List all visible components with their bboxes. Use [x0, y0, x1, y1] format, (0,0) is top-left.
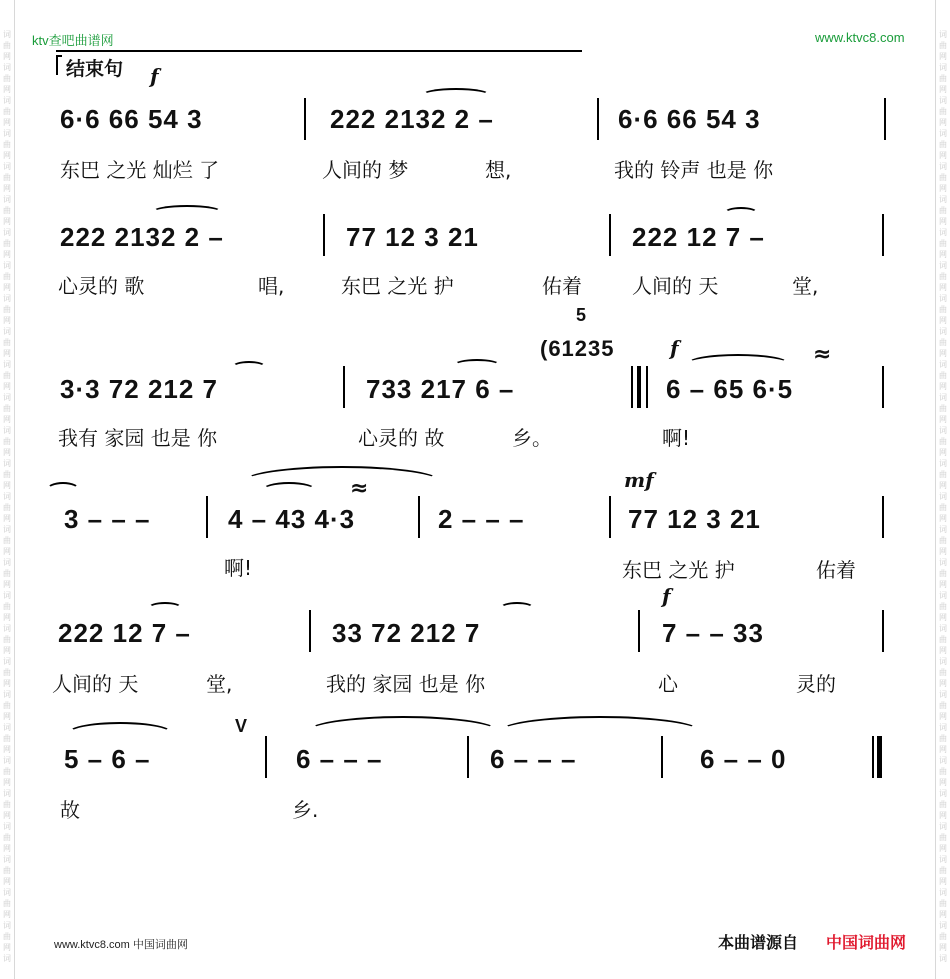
slur — [46, 482, 80, 498]
row1-lyric3: 想, — [485, 158, 512, 182]
row4-measure2: 4 – 43 4·3 — [228, 504, 356, 534]
breath-mark: V — [235, 716, 248, 736]
left-watermark-strip — [0, 0, 15, 979]
watermark-char: 曲 — [939, 668, 947, 677]
watermark-char: 网 — [3, 811, 11, 820]
barline — [343, 366, 345, 408]
watermark-char: 词 — [3, 525, 11, 534]
watermark-char: 网 — [939, 85, 947, 94]
watermark-char: 曲 — [3, 173, 11, 182]
watermark-char: 曲 — [939, 767, 947, 776]
watermark-char: 曲 — [939, 338, 947, 347]
watermark-char: 词 — [939, 96, 947, 105]
watermark-char: 词 — [939, 624, 947, 633]
row3-lyric2: 心灵的 故 — [358, 426, 445, 450]
barline — [418, 496, 420, 538]
watermark-char: 曲 — [3, 470, 11, 479]
watermark-char: 曲 — [939, 272, 947, 281]
watermark-char: 词 — [939, 228, 947, 237]
watermark-char: 词 — [3, 558, 11, 567]
barline — [882, 366, 884, 408]
watermark-char: 词 — [3, 690, 11, 699]
watermark-char: 网 — [939, 52, 947, 61]
watermark-char: 曲 — [3, 635, 11, 644]
row1-measure3: 6·6 66 54 3 — [618, 104, 761, 134]
watermark-char: 网 — [3, 85, 11, 94]
grace-top-note: 5 — [576, 305, 588, 325]
barline — [882, 496, 884, 538]
slur — [500, 602, 534, 614]
slur — [724, 207, 758, 219]
watermark-char: 词 — [939, 393, 947, 402]
watermark-char: 曲 — [939, 602, 947, 611]
watermark-char: 曲 — [3, 404, 11, 413]
watermark-char: 网 — [3, 316, 11, 325]
watermark-char: 曲 — [3, 800, 11, 809]
row6-measure3: 6 – – – — [490, 744, 577, 774]
watermark-char: 曲 — [3, 932, 11, 941]
watermark-char: 网 — [3, 877, 11, 886]
watermark-char: 词 — [939, 723, 947, 732]
watermark-char: 词 — [3, 327, 11, 336]
watermark-char: 曲 — [939, 140, 947, 149]
watermark-char: 词 — [939, 657, 947, 666]
watermark-char: 网 — [3, 448, 11, 457]
watermark-char: 词 — [939, 459, 947, 468]
mordent-mark: ≈ — [350, 476, 369, 501]
watermark-char: 网 — [939, 316, 947, 325]
section-bracket — [56, 55, 62, 75]
row5-lyric3: 我的 家园 也是 你 — [326, 672, 486, 696]
barline — [309, 610, 311, 652]
watermark-char: 曲 — [3, 503, 11, 512]
watermark-char: 曲 — [3, 305, 11, 314]
watermark-char: 词 — [3, 261, 11, 270]
barline — [597, 98, 599, 140]
watermark-char: 曲 — [3, 866, 11, 875]
watermark-char: 曲 — [3, 74, 11, 83]
watermark-char: 网 — [939, 481, 947, 490]
watermark-char: 网 — [3, 250, 11, 259]
row1-lyric1: 东巴 之光 灿烂 了 — [60, 158, 220, 182]
watermark-char: 词 — [3, 954, 11, 963]
watermark-char: 词 — [3, 822, 11, 831]
row2-measure2: 77 12 3 21 — [346, 222, 479, 252]
watermark-char: 词 — [939, 558, 947, 567]
row1-measure1: 6·6 66 54 3 — [60, 104, 203, 134]
row2-lyric5: 人间的 天 — [632, 274, 719, 298]
watermark-char: 网 — [939, 877, 947, 886]
watermark-char: 曲 — [3, 734, 11, 743]
watermark-char: 曲 — [939, 635, 947, 644]
row6-measure4: 6 – – 0 — [700, 744, 787, 774]
watermark-char: 词 — [3, 360, 11, 369]
watermark-char: 网 — [939, 283, 947, 292]
barline — [304, 98, 306, 140]
footer-left-site[interactable]: www.ktvc8.com 中国词曲网 — [54, 939, 188, 951]
watermark-char: 曲 — [939, 404, 947, 413]
slur — [422, 88, 490, 102]
row3-lyric4: 啊! — [662, 426, 691, 450]
row5-lyric4: 心 — [658, 672, 678, 696]
row1-lyric4: 我的 铃声 也是 你 — [614, 158, 774, 182]
row5-measure1: 222 12 7 – — [58, 618, 191, 648]
watermark-char: 曲 — [939, 701, 947, 710]
watermark-char: 网 — [3, 580, 11, 589]
watermark-char: 曲 — [3, 107, 11, 116]
row1-measure2: 222 2132 2 – — [330, 104, 494, 134]
row5-measure2: 33 72 212 7 — [332, 618, 481, 648]
watermark-char: 曲 — [939, 239, 947, 248]
watermark-char: 网 — [939, 613, 947, 622]
watermark-char: 词 — [939, 294, 947, 303]
watermark-char: 网 — [3, 712, 11, 721]
row2-lyric2: 唱, — [258, 274, 285, 298]
barline — [265, 736, 267, 778]
watermark-char: 词 — [3, 756, 11, 765]
watermark-char: 曲 — [939, 206, 947, 215]
slur — [262, 482, 316, 498]
barline — [609, 496, 611, 538]
watermark-char: 曲 — [3, 668, 11, 677]
watermark-char: 词 — [939, 261, 947, 270]
row5-lyric5: 灵的 — [796, 672, 836, 696]
row6-measure2: 6 – – – — [296, 744, 383, 774]
watermark-char: 曲 — [939, 536, 947, 545]
watermark-char: 曲 — [939, 74, 947, 83]
row2-measure3: 222 12 7 – — [632, 222, 765, 252]
watermark-char: 网 — [939, 646, 947, 655]
row3-measure1: 3·3 72 212 7 — [60, 374, 219, 404]
header-site-left[interactable]: ktv查吧曲谱网 — [32, 33, 114, 48]
watermark-char: 曲 — [939, 470, 947, 479]
watermark-char: 词 — [939, 30, 947, 39]
watermark-char: 曲 — [3, 602, 11, 611]
watermark-char: 词 — [939, 195, 947, 204]
watermark-char: 词 — [3, 492, 11, 501]
watermark-char: 网 — [3, 52, 11, 61]
row6-lyric1: 故 — [60, 798, 80, 822]
watermark-char: 曲 — [3, 437, 11, 446]
watermark-char: 词 — [3, 855, 11, 864]
watermark-char: 曲 — [3, 536, 11, 545]
watermark-char: 网 — [3, 283, 11, 292]
watermark-char: 网 — [3, 646, 11, 655]
watermark-char: 网 — [3, 514, 11, 523]
watermark-char: 词 — [939, 822, 947, 831]
watermark-char: 网 — [3, 151, 11, 160]
row4-measure3: 2 – – – — [438, 504, 525, 534]
watermark-char: 网 — [939, 844, 947, 853]
watermark-char: 词 — [939, 525, 947, 534]
watermark-char: 词 — [939, 690, 947, 699]
watermark-char: 网 — [939, 349, 947, 358]
header-rule — [56, 50, 582, 52]
row3-measure2: 733 217 6 – — [366, 374, 515, 404]
watermark-char: 词 — [939, 789, 947, 798]
row6-lyric2: 乡. — [292, 798, 319, 822]
watermark-char: 曲 — [3, 899, 11, 908]
watermark-char: 曲 — [939, 899, 947, 908]
barline — [646, 366, 648, 408]
watermark-char: 词 — [939, 591, 947, 600]
watermark-char: 网 — [3, 613, 11, 622]
watermark-char: 词 — [939, 327, 947, 336]
watermark-char: 曲 — [939, 833, 947, 842]
watermark-char: 词 — [939, 954, 947, 963]
slur — [686, 354, 790, 374]
watermark-char: 网 — [939, 118, 947, 127]
watermark-char: 曲 — [939, 503, 947, 512]
watermark-char: 曲 — [939, 371, 947, 380]
row3-lyric3: 乡。 — [512, 426, 552, 450]
watermark-char: 词 — [3, 129, 11, 138]
watermark-char: 词 — [3, 228, 11, 237]
watermark-char: 曲 — [939, 305, 947, 314]
watermark-char: 网 — [939, 250, 947, 259]
watermark-char: 曲 — [939, 569, 947, 578]
watermark-char: 网 — [3, 118, 11, 127]
barline — [323, 214, 325, 256]
watermark-char: 词 — [939, 855, 947, 864]
row5-measure3: 7 – – 33 — [662, 618, 764, 648]
watermark-char: 网 — [939, 580, 947, 589]
watermark-char: 曲 — [939, 437, 947, 446]
row2-measure1: 222 2132 2 – — [60, 222, 224, 252]
watermark-char: 曲 — [3, 701, 11, 710]
row1-lyric2: 人间的 梦 — [322, 158, 409, 182]
watermark-char: 曲 — [3, 833, 11, 842]
row4-measure4: 77 12 3 21 — [628, 504, 761, 534]
slur — [66, 722, 174, 746]
watermark-char: 词 — [3, 294, 11, 303]
row5-lyric2: 堂, — [206, 672, 233, 696]
dynamic-forte: f — [670, 336, 679, 360]
barline — [884, 98, 886, 140]
watermark-char: 网 — [939, 547, 947, 556]
grace-notes: (61235 — [540, 336, 615, 361]
watermark-char: 曲 — [939, 932, 947, 941]
watermark-char: 曲 — [939, 800, 947, 809]
row6-measure1: 5 – 6 – — [64, 744, 151, 774]
watermark-char: 曲 — [3, 272, 11, 281]
row2-lyric1: 心灵的 歌 — [58, 274, 145, 298]
row3-measure3: 6 – 65 6·5 — [666, 374, 794, 404]
watermark-char: 网 — [939, 778, 947, 787]
row5-lyric1: 人间的 天 — [52, 672, 139, 696]
watermark-char: 词 — [3, 624, 11, 633]
watermark-char: 词 — [3, 789, 11, 798]
watermark-char: 词 — [939, 756, 947, 765]
watermark-char: 网 — [939, 679, 947, 688]
watermark-char: 网 — [3, 679, 11, 688]
barline — [467, 736, 469, 778]
watermark-char: 网 — [939, 811, 947, 820]
watermark-char: 词 — [3, 393, 11, 402]
watermark-char: 词 — [3, 162, 11, 171]
watermark-char: 词 — [3, 30, 11, 39]
watermark-char: 曲 — [3, 371, 11, 380]
watermark-char: 曲 — [3, 569, 11, 578]
watermark-char: 词 — [939, 888, 947, 897]
footer-source-site[interactable]: 中国词曲网 — [826, 933, 907, 952]
watermark-char: 曲 — [939, 107, 947, 116]
row4-lyric1: 啊! — [224, 556, 253, 580]
watermark-char: 词 — [939, 129, 947, 138]
watermark-char: 网 — [939, 382, 947, 391]
barline — [609, 214, 611, 256]
watermark-char: 曲 — [939, 173, 947, 182]
watermark-char: 词 — [3, 657, 11, 666]
watermark-char: 词 — [3, 63, 11, 72]
row2-lyric6: 堂, — [792, 274, 819, 298]
watermark-char: 网 — [3, 382, 11, 391]
watermark-char: 网 — [939, 448, 947, 457]
watermark-char: 网 — [939, 415, 947, 424]
final-barline-thick — [877, 736, 882, 778]
watermark-char: 词 — [939, 162, 947, 171]
watermark-char: 曲 — [939, 866, 947, 875]
watermark-char: 网 — [3, 547, 11, 556]
watermark-char: 网 — [939, 910, 947, 919]
watermark-char: 曲 — [3, 41, 11, 50]
watermark-char: 网 — [939, 943, 947, 952]
watermark-char: 词 — [3, 426, 11, 435]
watermark-char: 网 — [939, 514, 947, 523]
watermark-char: 词 — [3, 195, 11, 204]
row4-measure1: 3 – – – — [64, 504, 151, 534]
mordent-mark: ≈ — [813, 342, 832, 367]
watermark-char: 词 — [3, 921, 11, 930]
watermark-char: 网 — [3, 844, 11, 853]
watermark-char: 网 — [3, 349, 11, 358]
watermark-char: 网 — [939, 217, 947, 226]
final-barline-thin — [872, 736, 874, 778]
watermark-char: 词 — [939, 921, 947, 930]
watermark-char: 词 — [939, 360, 947, 369]
barline — [206, 496, 208, 538]
dynamic-mezzo-forte: mf — [624, 468, 654, 492]
watermark-char: 网 — [3, 184, 11, 193]
barline — [882, 610, 884, 652]
repeat-barline — [631, 366, 633, 408]
watermark-char: 网 — [939, 184, 947, 193]
watermark-char: 网 — [3, 481, 11, 490]
watermark-char: 网 — [3, 910, 11, 919]
barline — [882, 214, 884, 256]
watermark-char: 曲 — [3, 767, 11, 776]
row4-lyric2: 东巴 之光 护 — [622, 558, 735, 582]
watermark-char: 曲 — [3, 140, 11, 149]
watermark-char: 网 — [3, 217, 11, 226]
right-watermark-strip — [935, 0, 950, 979]
dynamic-forte: f — [150, 64, 159, 88]
barline — [661, 736, 663, 778]
watermark-char: 曲 — [3, 206, 11, 215]
watermark-char: 词 — [939, 63, 947, 72]
header-site-right[interactable]: www.ktvc8.com — [815, 30, 905, 45]
watermark-char: 词 — [3, 888, 11, 897]
slur — [232, 361, 266, 373]
watermark-char: 词 — [3, 96, 11, 105]
row2-lyric4: 佑着 — [542, 274, 582, 298]
barline — [638, 610, 640, 652]
section-label: 结束句 — [66, 58, 124, 80]
dynamic-forte: f — [662, 584, 671, 608]
watermark-char: 网 — [3, 943, 11, 952]
watermark-char: 词 — [3, 459, 11, 468]
watermark-char: 曲 — [3, 338, 11, 347]
watermark-char: 词 — [939, 492, 947, 501]
watermark-char: 网 — [939, 745, 947, 754]
slur — [148, 602, 182, 614]
watermark-char: 网 — [3, 415, 11, 424]
repeat-barline — [637, 366, 641, 408]
slur — [454, 359, 500, 371]
watermark-char: 词 — [939, 426, 947, 435]
watermark-char: 曲 — [939, 734, 947, 743]
row4-lyric3: 佑着 — [816, 558, 856, 582]
watermark-char: 曲 — [939, 41, 947, 50]
watermark-char: 网 — [3, 745, 11, 754]
watermark-char: 网 — [939, 151, 947, 160]
watermark-char: 网 — [939, 712, 947, 721]
slur — [152, 205, 222, 219]
footer-source-label: 本曲谱源自 — [718, 933, 799, 952]
row3-lyric1: 我有 家园 也是 你 — [58, 426, 218, 450]
watermark-char: 词 — [3, 723, 11, 732]
row2-lyric3: 东巴 之光 护 — [341, 274, 454, 298]
watermark-char: 网 — [3, 778, 11, 787]
watermark-char: 词 — [3, 591, 11, 600]
watermark-char: 曲 — [3, 239, 11, 248]
